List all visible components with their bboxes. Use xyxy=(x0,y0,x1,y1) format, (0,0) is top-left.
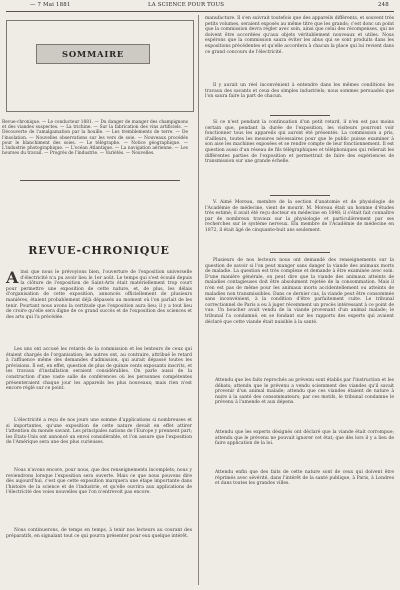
header-date: — 7 Mai 1881 xyxy=(30,2,71,8)
header-page-number: 248 xyxy=(378,2,389,8)
sommaire-rule xyxy=(20,180,180,181)
revue-paragraph-4: Nous n'avons encore, pour nous, que des renseignements incomplets; nous y reviendrons lorsque l'exposition sera ouverte. Mais ce que nous pouvons dire dès aujourd'hui, c'est que cette exposition marquera une étape importante dans l'histoire de la science et de l'industrie, et qu'elle ouvrira aux applications de l'électricité des voies nouvelles que l'on n'entrevoit pas encore. xyxy=(6,468,192,496)
section-rule-2 xyxy=(270,195,330,196)
header-rule xyxy=(6,11,394,12)
header-journal-title: LA SCIENCE POUR TOUS xyxy=(148,2,225,8)
column-divider xyxy=(198,15,199,585)
right-paragraph-5: Plusieurs de nos lecteurs nous ont demandé des renseignements sur la question de savoir si l'on peut manger sans danger la viande des animaux morts de maladie. La question est très complexe et demande à être examinée avec soin. D'une manière générale, on peut dire que la viande des animaux atteints de maladies contagieuses doit être absolument rejetée de la consommation. Mais il n'en est pas de même pour les animaux morts accidentellement ou atteints de maladies non transmissibles. Dans ce dernier cas, la viande peut être consommée sans inconvénient, à la condition d'être parfaitement cuite. Le tribunal correctionnel de Paris a eu à juger récemment un procès intéressant à ce point de vue. Un boucher avait vendu de la viande provenant d'un animal malade; le tribunal l'a condamné, en se fondant sur les rapports des experts qui avaient déclaré que cette viande était nuisible à la santé. xyxy=(205,258,394,325)
section-rule-1 xyxy=(270,115,330,116)
right-paragraph-3: Si ce n'est pendant la continuation d'un petit retard, il n'en est pas moins certain que, pendant la durée de l'exposition, les visiteurs pourront voir fonctionner tous les appareils qui auront été présentés. La commission a pris, d'ailleurs, toutes les mesures nécessaires pour que le public puisse examiner à son aise les machines exposées et se rendre compte de leur fonctionnement. Il est question aussi d'un réseau de fils télégraphiques et téléphoniques qui relierait les différentes parties de l'exposition et permettrait de faire des expériences de transmission sur une grande échelle. xyxy=(205,120,394,165)
revue-paragraph-5: Nous continuerons, de temps en temps, à tenir nos lecteurs au courant des préparatifs, en signalant tout ce qui pourra présenter pour eux quelque intérêt. xyxy=(6,528,192,539)
revue-paragraph-3: L'électricité a reçu de nos jours une somme d'applications si nombreuses et si importantes, qu'une exposition de cette nature devait en effet attirer l'attention du monde savant. Les principales nations de l'Europe y prennent part; les États-Unis ont annoncé un envoi considérable, et l'on assure que l'exposition de l'Amérique sera une des plus curieuses. xyxy=(6,418,192,446)
revue-paragraph-2: Les uns ont accusé les retards de la commission et les lenteurs de ceux qui étaient chargés de l'organisation; les autres ont, au contraire, attribué le retard à l'affluence même des demandes d'admission, qui aurait dépassé toutes les prévisions. Il est, en effet, question de plus de quinze cents exposants inscrits, et les travaux d'installation seraient considérables. On parle aussi de la construction d'une vaste salle de conférences où les personnes compétentes présenteraient chaque jour les appareils les plus nouveaux; mais rien n'est encore réglé sur ce point. xyxy=(6,347,192,392)
section-rule-3 xyxy=(270,252,330,253)
revue-chronique-heading: REVUE-CHRONIQUE xyxy=(28,244,170,257)
page-header xyxy=(0,0,400,10)
right-paragraph-7: Attendu que les experts désignés ont déclaré que la viande était corrompue; attendu que le prévenu ne pouvait ignorer cet état; que dès lors il y a lieu de faire application de la loi. xyxy=(215,430,394,447)
revue-paragraph-1: Ainsi que nous le prévoyions bien, l'ouverture de l'exposition universelle d'électricité n'a pu avoir lieu le 1er août. Le temps qui s'est écoulé depuis la clôture de l'exposition de Saint-Arts était matériellement trop court pour permettre une exposition de cette nature, et, de plus, les délais d'organisation de cette exposition, annoncés officiellement de plusieurs manières, étaient probablement déjà dépassés au moment où l'on parlait de les tenir. Pourtant nous avons la certitude que l'exposition aura lieu; il y a tout lieu de croire qu'elle sera digne de ce grand succès et de l'exposition des sciences et des arts qui l'a précédée. xyxy=(6,268,192,320)
sommaire-heading: SOMMAIRE xyxy=(36,44,150,64)
right-paragraph-1: manufacture. Il s'en suivrait toutefois que des appareils différents, et souvent très petits volumes, seraient exposés au même titre que les grands; c'est donc un point que la commission devra régler avec soin, ainsi que celui des récompenses, qui ne doivent être accordées qu'aux objets véritablement nouveaux et utiles. Nous espérons que la commission saura éviter les abus qui se sont produits dans les expositions précédentes et qu'elle accordera à chacun la place qui lui revient dans ce grand concours de l'électricité. xyxy=(205,16,395,55)
right-paragraph-4: V. Aimé Moreau, membre de la section d'anatomie et de physiologie de l'Académie de médecine, vient de mourir. M. Moreau était un homme d'études très estimé; il avait été reçu docteur en médecine en 1848; il s'était fait connaître par de nombreux travaux sur la physiologie et particulièrement par ses recherches sur le système nerveux. Élu membre de l'Académie de médecine en 1872, il était âgé de cinquante-huit ans seulement. xyxy=(205,200,394,233)
drop-cap: A xyxy=(6,268,19,287)
right-paragraph-6: Attendu que les faits reprochés au prévenu sont établis par l'instruction et les débats; attendu que le prévenu a vendu sciemment des viandes qu'il savait provenir d'un animal malade; attendu que ces viandes étaient de nature à nuire à la santé des consommateurs; par ces motifs, le tribunal condamne le prévenu à l'amende et aux dépens. xyxy=(215,378,394,406)
sommaire-contents: Revue-chronique. — Le conducteur 1881. — Du danger de manger des champignons et des viandes suspectes. — La trichine. — Sur la fabrication des vins artificiels. — Découverte de l'amalgamation par la houille. — Les tremblements de terre. — De l'insolation. — Nouvelles observations sur les vers de soie. — Nouveaux procédés pour le blanchiment des soies. — Le télégraphe. — Notice géographique. — L'industrie photographique. — L'océan Atlantique. — La navigation aérienne. — Les bourses du travail. — Progrès de l'industrie. — Variétés. — Nouvelles. xyxy=(2,120,188,157)
right-paragraph-8: Attendu enfin que des faits de cette nature sont de ceux qui doivent être réprimés avec sévérité, dans l'intérêt de la santé publique, à Paris, à Londres et dans toutes les grandes villes. xyxy=(215,470,394,487)
right-paragraph-2: Il y aurait un réel inconvénient à entendre dans les mêmes conditions les travaux des savants et ceux des simples industriels; nous sommes persuadés que l'on saura faire la part de chacun. xyxy=(205,83,394,100)
sommaire-frame xyxy=(6,20,194,112)
